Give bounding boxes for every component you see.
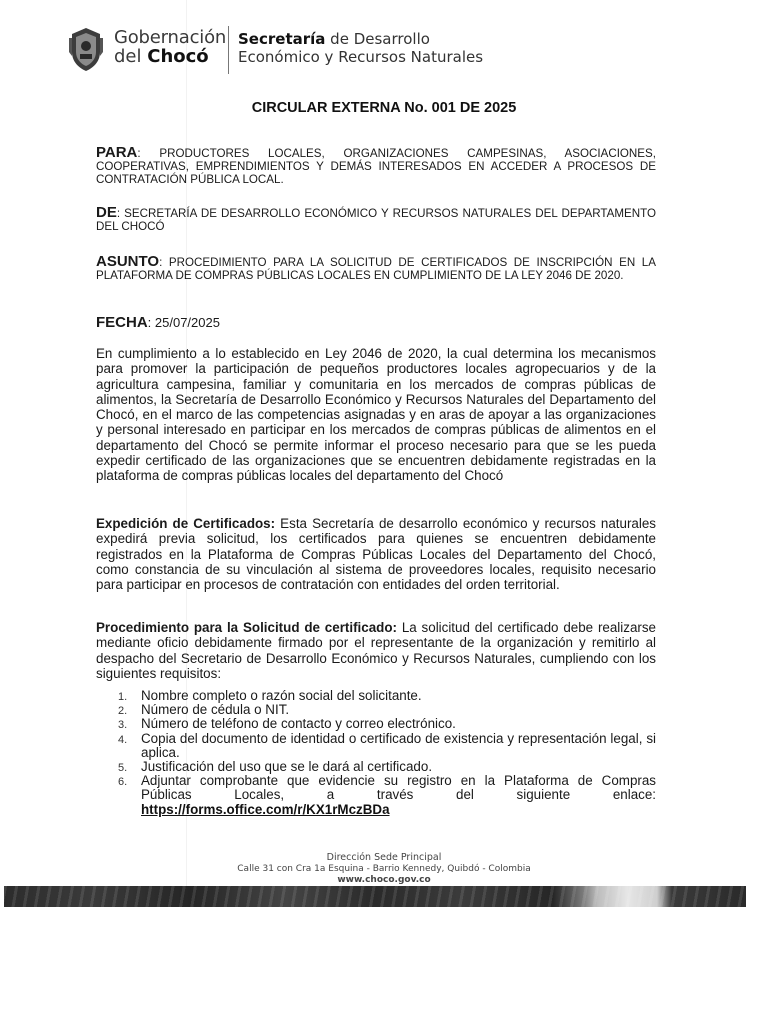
list-number: 4. [118,733,128,746]
sec-line-2: Económico y Recursos Naturales [238,48,484,66]
governorate-name [114,28,226,66]
list-item [96,703,656,717]
list-item [96,774,656,817]
de-text: : SECRETARÍA DE DESARROLLO ECONÓMICO Y RECURSOS NATURALES DEL DEPARTAMENTO DEL CHOCÓ [96,207,656,233]
coat-of-arms-logo [66,26,106,72]
list-item-text: Copia del documento de identidad o certificado de existencia y representación legal, si aplica. [141,730,656,760]
footer-website: www.choco.gov.co [337,875,431,885]
expedicion-text: Esta Secretaría de desarrollo económico y recursos naturales expedirá previa solicitud, los certificados para quienes se encuentren debidamente registrados en la Plataforma de Compras Públicas Locales del Departamento del Chocó, como constancia de su vinculación al sistema de proveedores locales, requisito necesario para participar en procesos de contratación con entidades del orden territorial. [96,516,656,593]
gov-line-2-prefix: del [114,46,148,67]
sec-line-1-bold: Secretaría [238,30,326,48]
footer-line-1: Dirección Sede Principal [326,852,442,863]
asunto-field [96,255,656,282]
procedimiento-label: Procedimiento para la Solicitud de certificado: [96,620,397,635]
para-text: : PRODUCTORES LOCALES, ORGANIZACIONES CAMPESINAS, ASOCIACIONES, COOPERATIVAS, EMPRENDIMIENTOS Y DEMÁS INTERESADOS EN ACCEDER A PROCESOS DE CONTRATACIÓN PÚBLICA LOCAL. [96,147,656,186]
fecha-label: FECHA [96,314,148,331]
requirements-list [96,689,656,817]
document-title: CIRCULAR EXTERNA No. 001 DE 2025 [251,100,517,116]
procedimiento-paragraph [96,620,656,681]
list-item-text: Adjuntar comprobante que evidencie su registro en la Plataforma de Compras Públicas Locales, a través del siguiente enlace: [141,773,656,803]
decorative-footer-band [4,886,746,907]
intro-paragraph: En cumplimiento a lo establecido en Ley 2046 de 2020, la cual determina los mecanismos para promover la participación de pequeños productores locales agropecuarios y de la agricultura campesina, familiar y comunitaria en los mercados de compras públicas de alimentos, la Secretaría de Desarrollo Económico y Recursos Naturales del Departamento del Chocó, en el marco de las competencias asignadas y en aras de apoyar a las organizaciones y personal interesado en participar en los mercados de compras públicas de alimentos en el departamento del Chocó se permite informar el proceso necesario para que se les pueda expedir certificado de las organizaciones que se encuentren debidamente registradas en la plataforma de compras públicas locales del departamento del Chocó [96,346,656,484]
list-number: 2. [118,705,128,718]
para-field [96,146,656,186]
asunto-label: ASUNTO [96,253,160,270]
list-number: 3. [118,719,128,732]
list-item-text: Nombre completo o razón social del solicitante. [141,688,422,703]
list-item-text: Número de cédula o NIT. [141,702,290,718]
footer-line-2: Calle 31 con Cra 1a Esquina - Barrio Kennedy, Quibdó - Colombia [237,863,531,874]
de-field [96,206,656,233]
list-item [96,760,656,774]
registration-form-link[interactable]: https://forms.office.com/r/KX1rMczBDa [141,801,390,817]
list-item-text: Número de teléfono de contacto y correo electrónico. [141,716,456,732]
list-item [96,689,656,703]
gov-line-2 [114,47,226,66]
de-label: DE [96,204,117,221]
fecha-field [96,316,656,330]
list-item [96,732,656,760]
secretariat-name [238,30,483,66]
procedimiento-text: La solicitud del certificado debe realizarse mediante oficio debidamente firmado por el representante de la organización y remitirlo al despacho del Secretario de Desarrollo Económico y Recursos Naturales, cumpliendo con los siguientes requisitos: [96,620,656,681]
list-item [96,717,656,731]
letterhead [66,22,486,78]
list-number: 6. [118,776,128,789]
sec-line-1 [238,30,483,48]
fecha-text: : 25/07/2025 [147,315,220,330]
gov-line-1: Gobernación [114,27,227,48]
list-item-text: Justificación del uso que se le dará al certificado. [141,759,433,775]
sec-line-1-rest: de Desarrollo [325,30,430,48]
expedicion-paragraph [96,516,656,592]
list-number: 5. [118,762,128,775]
gov-line-2-bold: Chocó [147,46,209,67]
asunto-text: : PROCEDIMIENTO PARA LA SOLICITUD DE CERTIFICADOS DE INSCRIPCIÓN EN LA PLATAFORMA DE COMPRAS PÚBLICAS LOCALES EN CUMPLIMIENTO DE LA LEY 2046 DE 2020. [96,256,656,282]
header-divider [228,26,229,74]
para-label: PARA [96,144,138,161]
list-number: 1. [118,691,128,703]
footer-address [0,852,768,887]
expedicion-label: Expedición de Certificados: [96,516,276,531]
